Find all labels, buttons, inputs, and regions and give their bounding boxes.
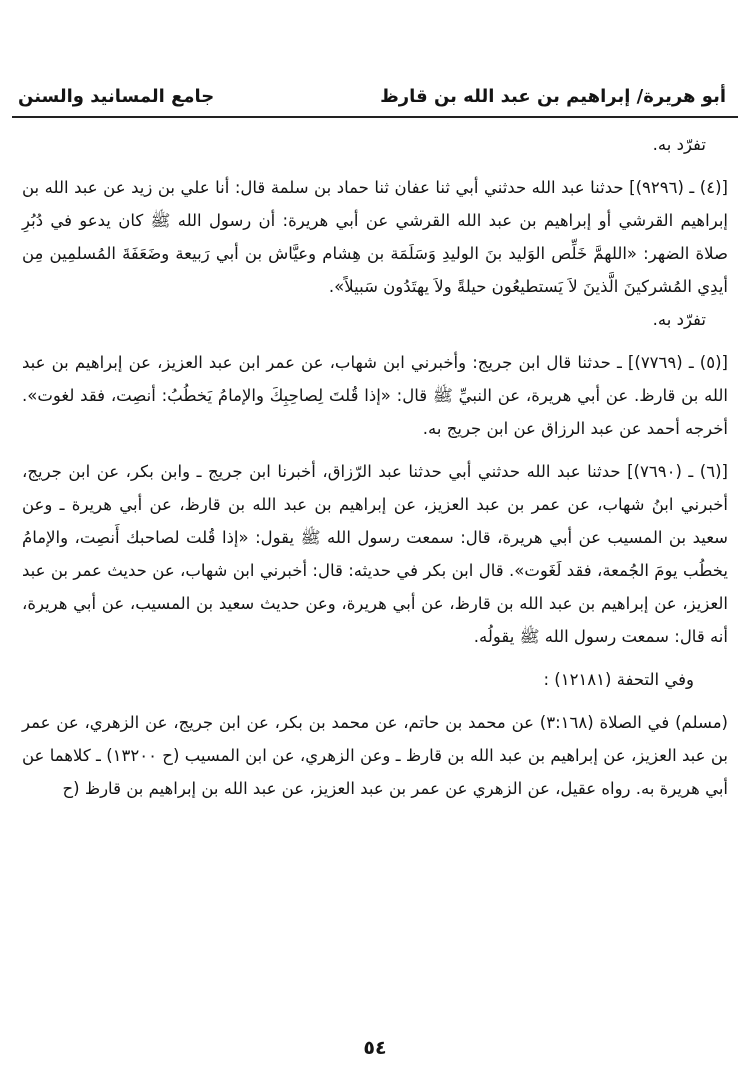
paragraph-tuhfa-reference: وفي التحفة (١٢١٨١) : [543, 670, 694, 689]
main-text [22, 128, 728, 805]
spacer [22, 336, 728, 346]
spacer [22, 445, 728, 455]
paragraph-hadith-5: [(٥) ـ (٧٧٦٩)] ـ حدثنا قال ابن جريج: وأخبرني ابن شهاب، عن عمر ابن عبد العزيز، عن إبراهيم بن عبد الله بن قارظ. عن أبي هريرة، عن النبيِّ ﷺ قال: «إذا قُلتَ لِصاحِبِكَ والإمامُ يَخطُبُ: أنصِت، فقد لغوت». أخرجه أحمد عن عبد الرزاق عن ابن جريج به. [22, 353, 728, 438]
spacer [22, 653, 728, 663]
running-header [14, 84, 736, 112]
spacer [22, 696, 728, 706]
paragraph-hadith-4: [(٤) ـ (٩٢٩٦)] حدثنا عبد الله حدثني أبي ثنا عفان ثنا حماد بن سلمة قال: أنا علي بن زيد عن عبد الله بن إبراهيم القرشي أو إبراهيم بن عبد الله القرشي عن أبي هريرة: أن رسول الله ﷺ كان يدعو في دُبُرِ صلاة الضهر: «اللهمَّ خَلِّص الوَليد بنَ الوليدِ وَسَلَمَة بن هِشام وعيَّاش بن أبي رَبيعة وضَعَفَةَ المُسلمِين مِن أيدِي المُشركينَ الَّذينَ لاَ يَستطيعُون حيلةً ولاَ يهتَدُون سَبيلاً». [22, 178, 728, 296]
header-divider [12, 116, 738, 118]
paragraph-tafarrud-1: تفرّد به. [652, 135, 706, 154]
paragraph-muslim-citation: (مسلم) في الصلاة (٣:١٦٨) عن محمد بن حاتم، عن محمد بن بكر، عن ابن جريج، عن الزهري، عن عمر بن عبد العزيز، عن إبراهيم بن عبد الله بن قارظ ـ وعن الزهري، عن ابن المسيب (ح ١٣٢٠٠) ـ كلاهما عن أبي هريرة به. رواه عقيل، عن الزهري عن عمر بن عبد العزيز، عن عبد الله بن إبراهيم بن قارظ (ح [22, 713, 728, 798]
spacer [22, 161, 728, 171]
page-number: ٥٤ [363, 1037, 387, 1059]
paragraph-tafarrud-2: تفرّد به. [652, 310, 706, 329]
paragraph-hadith-6: [(٦) ـ (٧٦٩٠)] حدثنا عبد الله حدثني أبي حدثنا عبد الرّزاق، أخبرنا ابن جريج ـ وابن بكر، عن ابن جريج، أخبرني ابنُ شهاب، عن عمر بن عبد العزيز، عن إبراهيم بن عبد الله بن قارظ، عن أبي هريرة ـ وعن سعيد بن المسيب عن أبي هريرة، قال: سمعت رسول الله ﷺ يقول: «إذا قُلت لصاحبك أَنصِت، والإمامُ يخطُب يومَ الجُمعة، فقد لَغَوت». قال ابن بكر في حديثه: قال: أخبرني ابن شهاب، عن حديث عمر بن عبد العزيز، عن إبراهيم بن عبد الله بن قارظ، عن أبي هريرة، وعن حديث سعيد بن المسيب، عن أبي هريرة، أنه قال: سمعت رسول الله ﷺ يقولُه. [22, 462, 728, 646]
header-book-title: جامع المسانيد والسنن [18, 86, 215, 107]
header-chapter-title: أبو هريرة/ إبراهيم بن عبد الله بن قارظ [380, 86, 726, 107]
